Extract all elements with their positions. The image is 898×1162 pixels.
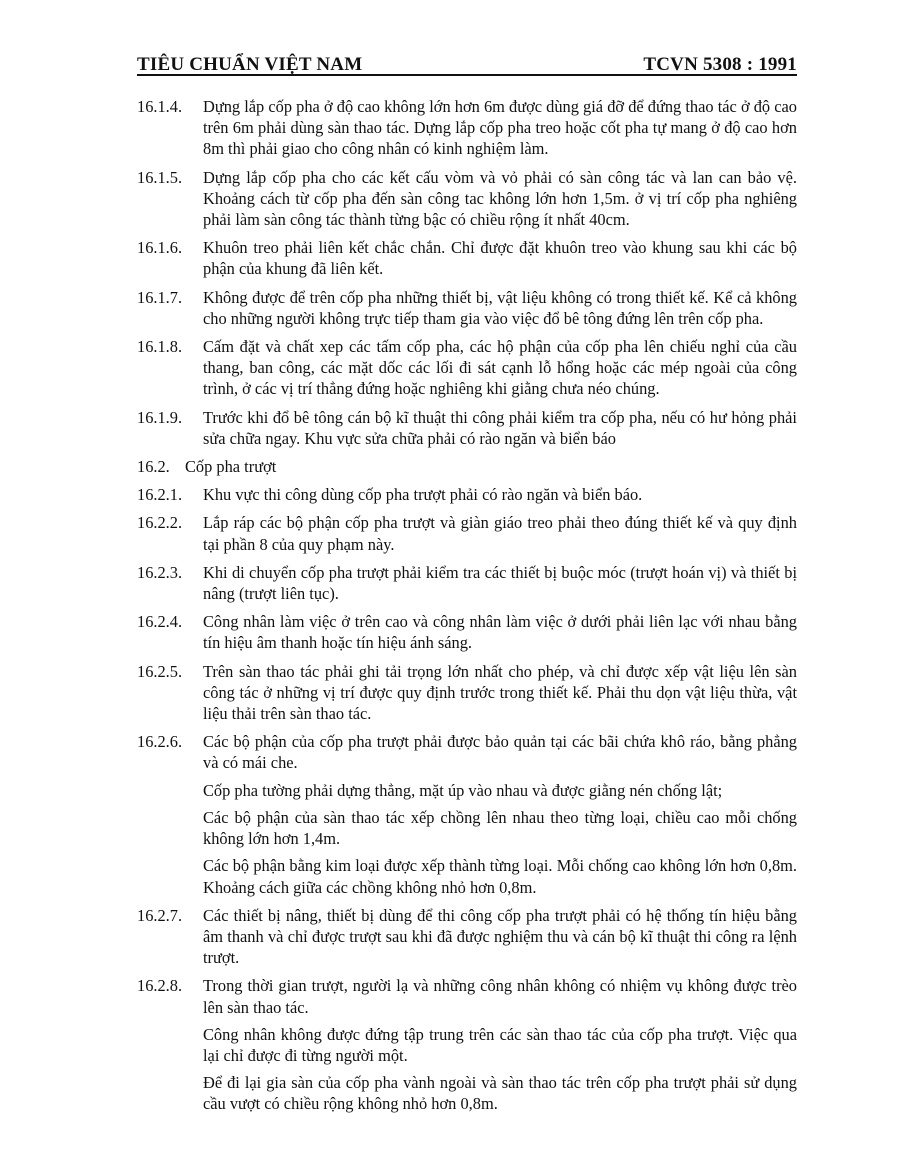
- clause-text: Dựng lắp cốp pha ở độ cao không lớn hơn 6m được dùng giá đỡ để đứng thao tác ở độ cao trên 6m phải dùng sàn thao tác. Dựng lắp cốp pha treo hoặc cốt pha tự mang ở độ cao hơn 8m thì phải giao cho công nhân có kinh nghiệm làm.: [203, 97, 797, 159]
- clause-16-1-4: [137, 96, 797, 160]
- clause-16-2-5: [137, 661, 797, 725]
- header-left-title: TIÊU CHUẨN VIỆT NAM: [137, 54, 363, 75]
- clause-subparagraph: Cốp pha tường phải dựng thẳng, mặt úp vào nhau và được giằng nén chống lật;: [203, 780, 723, 800]
- clause-text: Các bộ phận của cốp pha trượt phải được bảo quản tại các bãi chứa khô ráo, bằng phẳng và có mái che.: [203, 732, 797, 773]
- clause-text: Dựng lắp cốp pha cho các kết cấu vòm và vỏ phải có sàn công tác và lan can bảo vệ. Khoảng cách từ cốp pha đến sàn công tac không lớn hơn 1,5m. ở vị trí cốp pha nghiêng phải làm sàn công tác thành từng bậc có chiều rộng ít nhất 40cm.: [203, 167, 797, 230]
- clause-text: Khu vực thi công dùng cốp pha trượt phải có rào ngăn và biển báo.: [203, 485, 643, 505]
- clause-subparagraph: Các bộ phận của sàn thao tác xếp chồng lên nhau theo từng loại, chiều cao mỗi chống không lớn hơn 1,4m.: [203, 807, 797, 849]
- clause-number: 16.2.5.: [137, 661, 183, 681]
- clause-number: 16.1.8.: [137, 337, 183, 357]
- clause-number: 16.1.7.: [137, 287, 183, 307]
- section-heading-16-2: [137, 456, 797, 477]
- clause-16-1-6: [137, 237, 797, 279]
- clause-16-2-6: [137, 731, 797, 773]
- clause-text: Lắp ráp các bộ phận cốp pha trượt và giàn giáo treo phải theo đúng thiết kế và quy định tại phần 8 của quy phạm này.: [203, 513, 797, 554]
- header-divider: [137, 74, 797, 76]
- clause-number: 16.1.6.: [137, 238, 183, 258]
- clause-16-1-5: [137, 167, 797, 231]
- clause-number: 16.1.4.: [137, 97, 183, 116]
- clause-subparagraph: Các bộ phận bằng kim loại được xếp thành từng loại. Mỗi chống cao không lớn hơn 0,8m. Khoảng cách giữa các chồng không nhỏ hơn 0,8m.: [203, 856, 797, 897]
- page-header: [137, 44, 797, 76]
- clause-text: Các thiết bị nâng, thiết bị dùng để thi công cốp pha trượt phải có hệ thống tín hiệu bằng âm thanh và chỉ được trượt sau khi đã được nghiệm thu và cán bộ kĩ thuật thi công ra lệnh trượt.: [203, 905, 797, 968]
- clause-16-2-4: [137, 611, 797, 653]
- clause-number: 16.2.3.: [137, 562, 183, 582]
- clause-16-1-8: [137, 336, 797, 400]
- clause-number: 16.1.9.: [137, 407, 183, 427]
- clause-subparagraph: Để đi lại gia sàn của cốp pha vành ngoài và sàn thao tác trên cốp pha trượt phải sử dụng cầu vượt có chiều rộng không nhỏ hơn 0,8m.: [203, 1073, 797, 1114]
- clause-text: Công nhân làm việc ở trên cao và công nhân làm việc ở dưới phải liên lạc với nhau bằng tín hiệu âm thanh hoặc tín hiệu ánh sáng.: [203, 612, 797, 653]
- clause-text: Cấm đặt và chất xep các tấm cốp pha, các hộ phận của cốp pha lên chiếu nghỉ của cầu thang, ban công, các mặt dốc các lối đi sát cạnh lỗ hổng hoặc các mép ngoài của công trình, ở các vị trí thẳng đứng hoặc nghiêng khi giằng chưa néo chúng.: [203, 337, 797, 399]
- clause-text: Trước khi đổ bê tông cán bộ kĩ thuật thi công phải kiểm tra cốp pha, nếu có hư hỏng phải sửa chữa ngay. Khu vực sửa chữa phải có rào ngăn và biển báo: [203, 407, 797, 448]
- clause-16-2-2: [137, 512, 797, 554]
- clause-16-1-9: [137, 407, 797, 449]
- clause-number: 16.2.1.: [137, 485, 183, 505]
- header-standard-code: TCVN 5308 : 1991: [643, 54, 797, 75]
- clause-16-2-3: [137, 562, 797, 604]
- section-number: 16.2.: [137, 457, 170, 477]
- clause-number: 16.2.7.: [137, 905, 183, 925]
- section-title: Cốp pha trượt: [185, 457, 277, 477]
- clause-number: 16.2.6.: [137, 732, 183, 752]
- clause-number: 16.2.8.: [137, 976, 183, 996]
- clause-number: 16.2.4.: [137, 612, 183, 632]
- clause-number: 16.1.5.: [137, 167, 183, 187]
- clause-16-2-8: [137, 975, 797, 1017]
- clause-16-2-7: [137, 905, 797, 969]
- clause-subparagraph: Công nhân không được đứng tập trung trên các sàn thao tác của cốp pha trượt. Việc qua lại chỉ được đi từng người một.: [203, 1024, 797, 1065]
- clause-16-1-7: [137, 287, 797, 329]
- clause-text: Khuôn treo phải liên kết chắc chắn. Chỉ được đặt khuôn treo vào khung sau khi các bộ phận của khung đã liên kết.: [203, 238, 797, 279]
- clause-text: Trên sàn thao tác phải ghi tải trọng lớn nhất cho phép, và chỉ được xếp vật liệu lên sàn công tác ở những vị trí được quy định trước trong thiết kế. Phải thu dọn vật liệu thừa, vật liệu thải trên sàn thao tác.: [203, 661, 797, 724]
- clause-number: 16.2.2.: [137, 513, 183, 533]
- clause-text: Trong thời gian trượt, người lạ và những công nhân không có nhiệm vụ không được trèo lên sàn thao tác.: [203, 976, 797, 1017]
- document-body: [137, 96, 797, 1122]
- clause-text: Khi di chuyển cốp pha trượt phải kiểm tra các thiết bị buộc móc (trượt hoán vị) và thiết bị nâng (trượt liên tục).: [203, 562, 797, 604]
- clause-text: Không được để trên cốp pha những thiết bị, vật liệu không có trong thiết kế. Kể cả không cho những người không trực tiếp tham gia vào việc đổ bê tông đứng lên trên cốp pha.: [203, 287, 797, 328]
- clause-16-2-1: [137, 484, 797, 505]
